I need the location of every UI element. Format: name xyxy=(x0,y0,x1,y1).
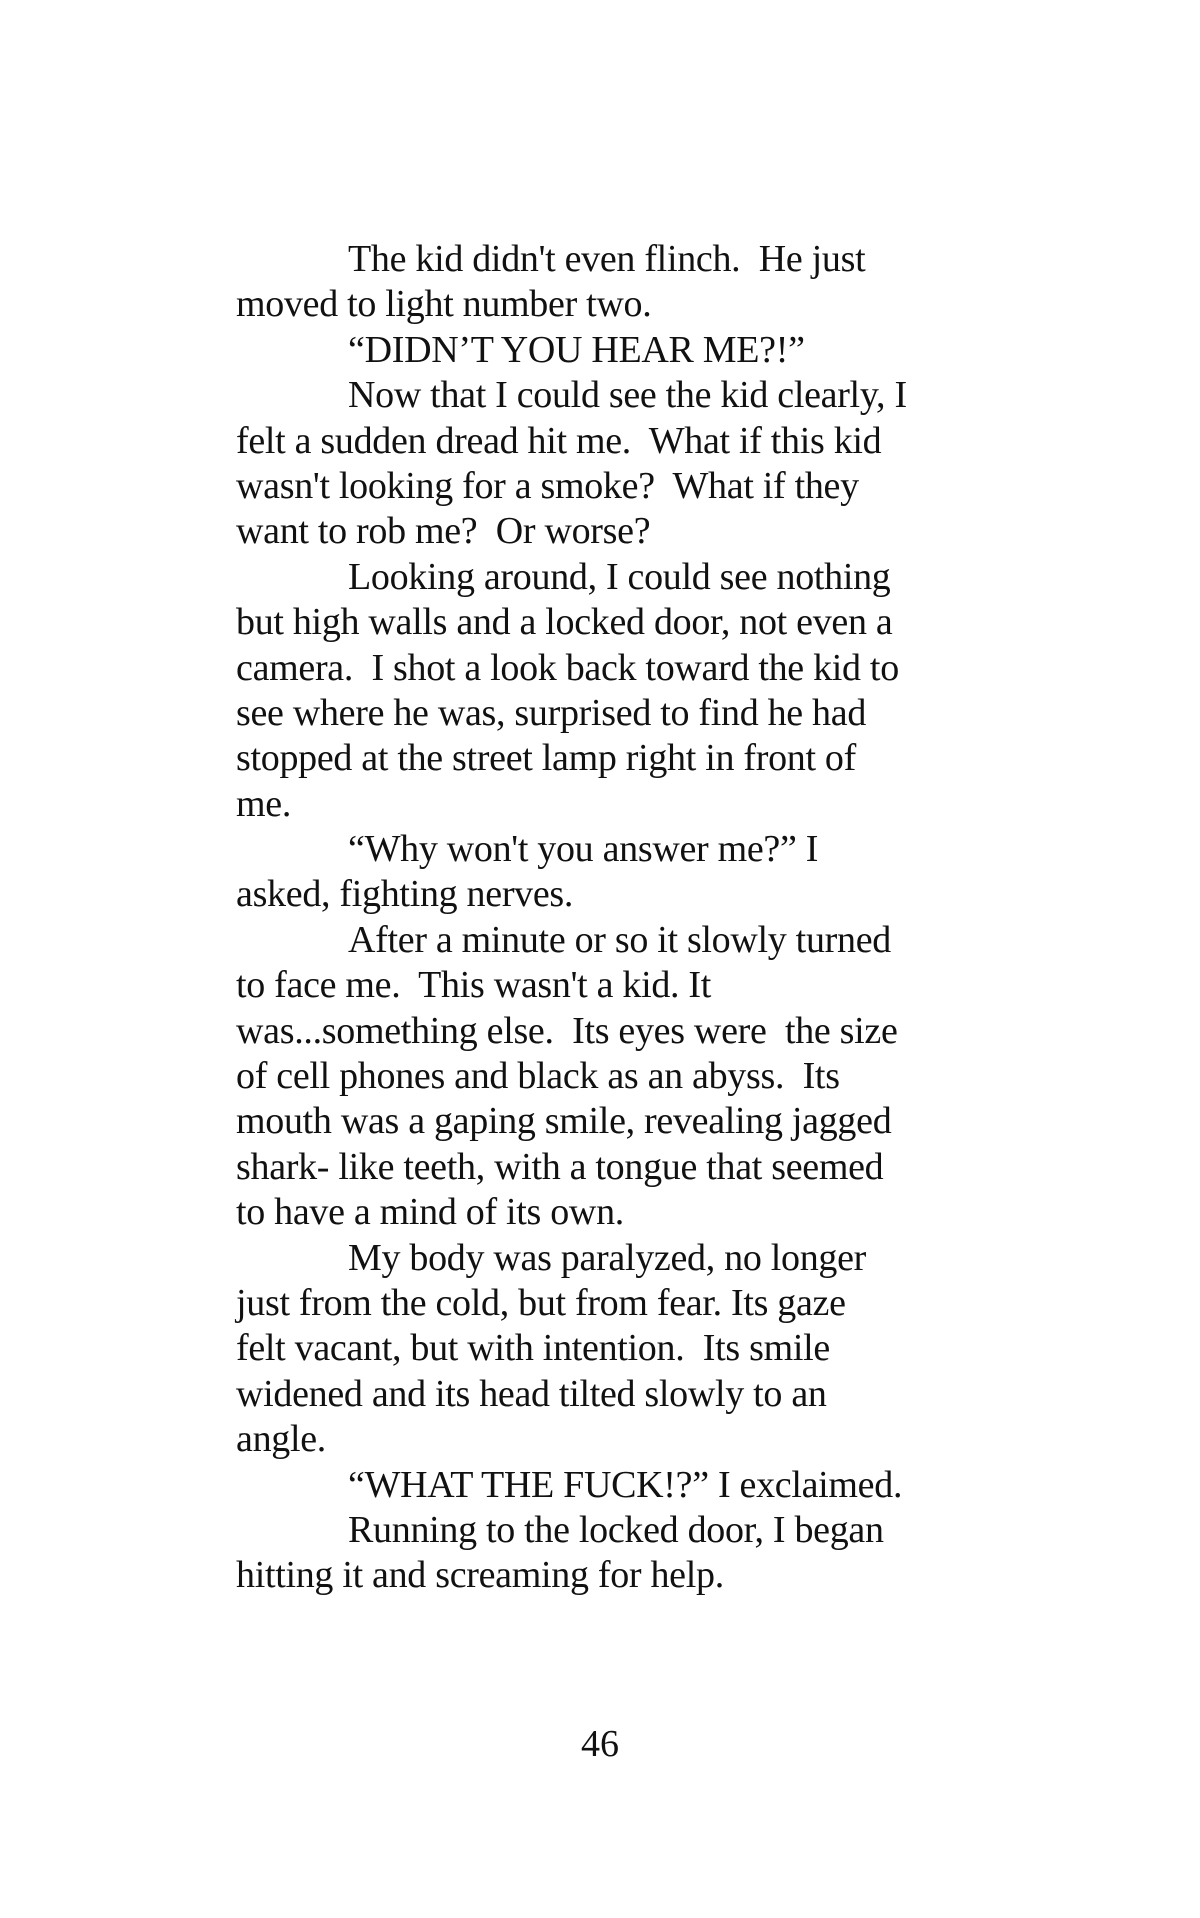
text-line: Now that I could see the kid clearly, I xyxy=(348,374,907,417)
text-line: shark- like teeth, with a tongue that seemed xyxy=(236,1145,884,1188)
text-line: felt vacant, but with intention. Its smile xyxy=(236,1327,830,1370)
text-line: me. xyxy=(236,782,292,825)
text-line: to face me. This wasn't a kid. It xyxy=(236,964,712,1007)
text-line: moved to light number two. xyxy=(236,283,652,326)
text-line: was...something else. Its eyes were the size xyxy=(236,1009,898,1052)
text-line: My body was paralyzed, no longer xyxy=(348,1236,867,1279)
text-line: angle. xyxy=(236,1418,326,1461)
text-line: “Why won't you answer me?” I xyxy=(348,828,819,871)
text-line: but high walls and a locked door, not even a xyxy=(236,601,893,644)
text-line: just from the cold, but from fear. Its gaze xyxy=(236,1281,846,1324)
text-line: “WHAT THE FUCK!?” I exclaimed. xyxy=(348,1463,903,1506)
body-text xyxy=(236,237,956,1599)
text-line: of cell phones and black as an abyss. Its xyxy=(236,1055,840,1098)
text-line: “DIDN’T YOU HEAR ME?!” xyxy=(348,328,805,371)
text-line: hitting it and screaming for help. xyxy=(236,1554,724,1597)
text-line: stopped at the street lamp right in front of xyxy=(236,737,856,780)
text-line: widened and its head tilted slowly to an xyxy=(236,1372,827,1415)
text-line: want to rob me? Or worse? xyxy=(236,510,651,553)
text-line: The kid didn't even flinch. He just xyxy=(348,238,866,280)
text-line: asked, fighting nerves. xyxy=(236,873,574,916)
text-line: camera. I shot a look back toward the kid to xyxy=(236,646,899,689)
text-line: wasn't looking for a smoke? What if they xyxy=(236,464,859,507)
text-line: to have a mind of its own. xyxy=(236,1191,624,1234)
text-line: Looking around, I could see nothing xyxy=(348,555,891,598)
text-line: mouth was a gaping smile, revealing jagged xyxy=(236,1100,892,1143)
text-line: After a minute or so it slowly turned xyxy=(348,918,891,961)
page-number: 46 xyxy=(581,1723,619,1765)
text-line: see where he was, surprised to find he had xyxy=(236,691,867,734)
text-line: felt a sudden dread hit me. What if this kid xyxy=(236,419,882,462)
text-line: Running to the locked door, I began xyxy=(348,1508,884,1551)
